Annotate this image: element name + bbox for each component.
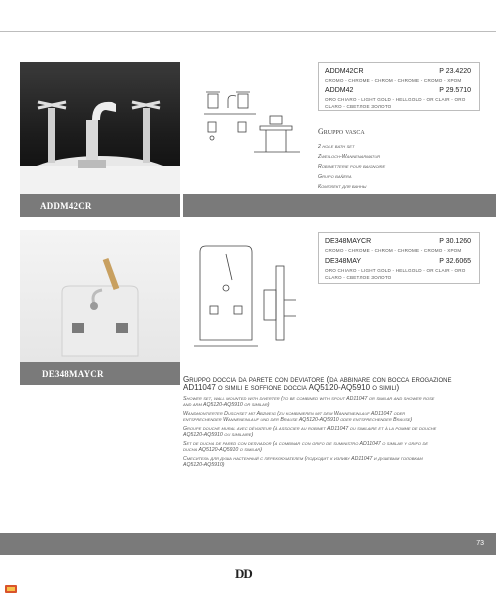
caption-bar-de348maycr [20,362,180,385]
description-line: and arm AQ5120-AQ5910 or similar) [183,401,270,408]
shower-mixer-photo [20,230,180,362]
variant-finish: ORO CHIARO - LIGHT GOLD - HELLGOLD - OR CLAIR - ORO CLARO - СВЕТЛОЕ ЗОЛОТО [325,97,466,109]
description-line: AQ5120-AQ5910 ou similaire) [183,431,254,438]
product-photo-de348maycr [20,230,180,362]
group-lines [318,142,385,192]
brand-logo: DD [235,566,252,581]
group-line: Robinetterie pour baignoire [318,164,386,170]
variant-price: P 30.1260 [439,238,471,245]
top-rule [0,31,496,32]
product-caption: DE348MAYCR [42,369,104,379]
variant-code: ADDM42CR [325,68,364,75]
bookmark-icon[interactable] [4,582,18,594]
group-line: Комплект для ванны [318,184,367,190]
description-title: Gruppo doccia da parete con deviatore (da abbinare con bocca erogazione [183,375,452,384]
product-caption: ADDM42CR [40,201,92,211]
price-box-addm42cr [318,62,480,111]
variant-code: ADDM42 [325,87,354,94]
page-number: 73 [476,540,484,547]
variant-finish: CROMO - CHROME - CHROM - CHROME - CROMO - ХРОМ [325,78,462,83]
variant-price: P 23.4220 [439,68,471,75]
caption-bar-addm42cr [20,194,180,217]
variant-code: DE348MAYCR [325,238,372,245]
technical-drawing-side [252,112,302,158]
technical-drawing-side [262,260,302,344]
product-photo-addm42cr [20,62,180,194]
variant-price: P 29.5710 [439,87,471,94]
description-line: Wandmontierter Duschset mit Abzweig (zu kombinieren mit dem Wanneneinlauf AD11047 oder [183,410,406,417]
description-line: Смеситель для душа настенный с переключателем (подходит к изливу AD11047 и душевым головкам [183,455,423,462]
description-title: AD11047 o simili e soffione doccia AQ5120-AQ5910 o simili) [183,383,400,393]
description-line: Set de ducha de pared con desviador (a combinar con grifo de suministro AD11047 o similar y grifo de [183,440,429,447]
description-line: entsprechender Wanneneinlauf und der Brause AQ5120-AQ5910 oder entsprechender Brause) [183,416,413,423]
description-line: ducha AQ5120-AQ5910 o similar) [183,446,262,453]
description-line: Groupe douche mural avec déviateur (à associer au robinet AD11047 ou similaire et à la pomme de douche [183,425,437,432]
group-line: 2 hole bath set [318,144,355,150]
variant-price: P 32.6065 [439,258,471,265]
description-line: AQ5120-AQ5910) [183,461,225,468]
info-band [183,194,496,217]
bath-faucet-photo [20,62,180,194]
technical-drawing-front [190,236,262,352]
variant-code: DE348MAY [325,258,362,265]
footer-band [0,533,496,555]
price-box-de348maycr [318,232,480,284]
group-line: Grupo bañera [318,174,352,180]
description-line: Shower set, wall mounted with diverter (to be combined with spout AD11047 or similar and shower rose [183,395,435,402]
variant-finish: ORO CHIARO - LIGHT GOLD - HELLGOLD - OR CLAIR - ORO CLARO - СВЕТЛОЕ ЗОЛОТО [325,268,466,280]
product-description [183,376,483,468]
group-line: Zweiloch-Wannenarmatur [318,154,381,160]
variant-finish: CROMO - CHROME - CHROM - CHROME - CROMO - ХРОМ [325,248,462,253]
group-title: Gruppo vasca [318,127,365,136]
